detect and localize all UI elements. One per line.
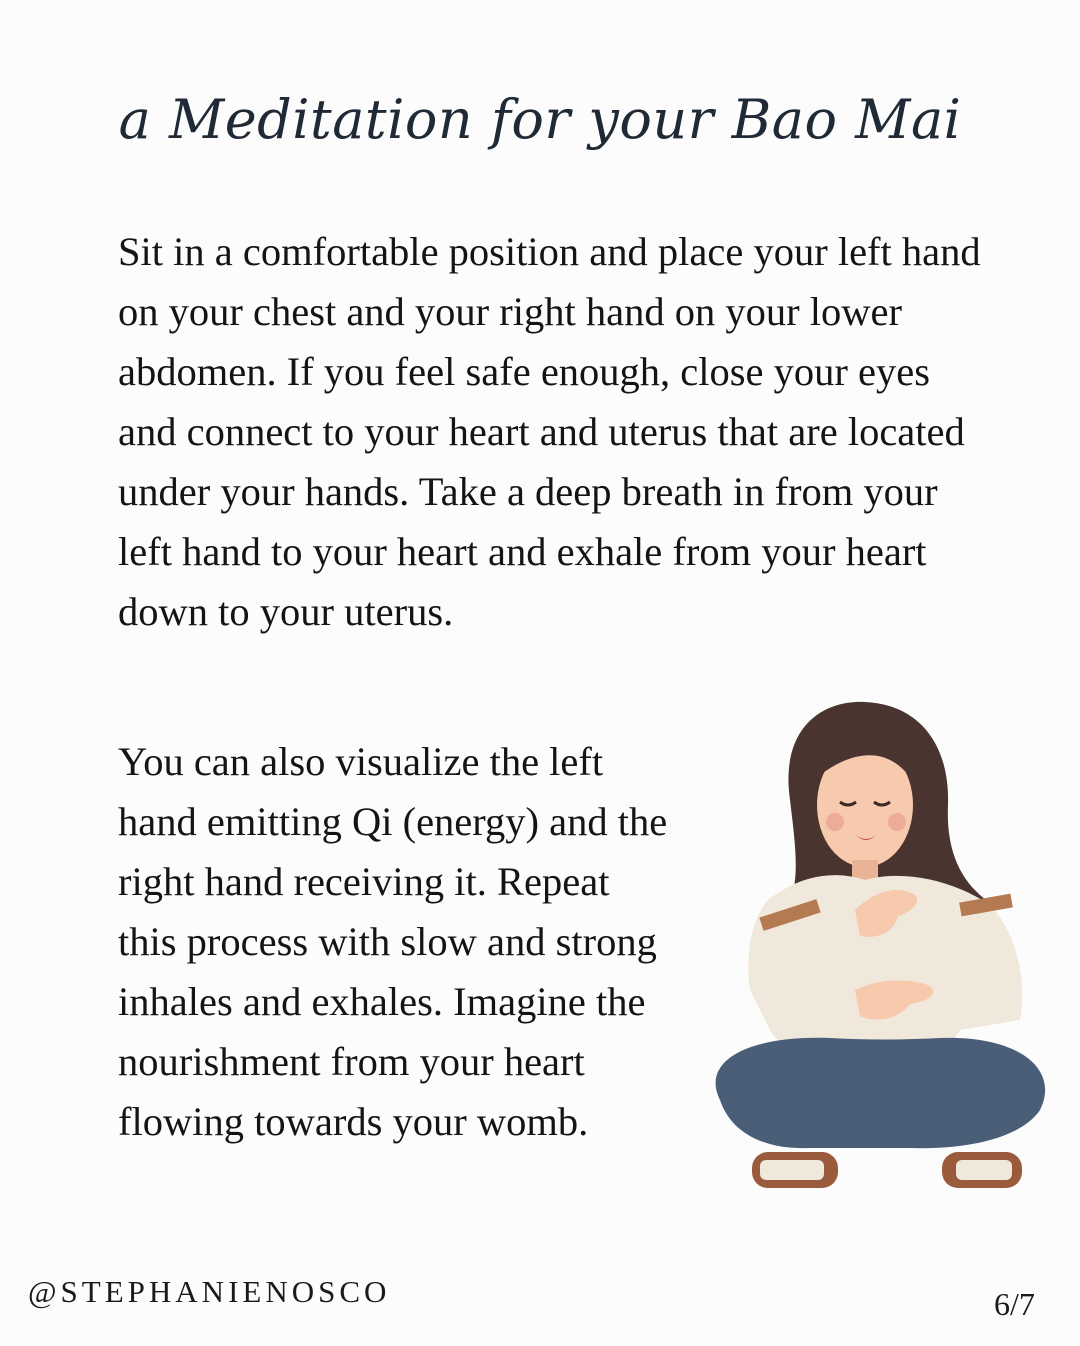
- paragraph-visualization: You can also visualize the left hand emitting Qi (energy) and the right hand receiving it. Repeat this process with slow and strong inhales and exhales. Imagine the nourishment from your heart flowing towards your womb.: [118, 739, 668, 1144]
- meditating-woman-illustration: [660, 690, 1060, 1210]
- pants: [716, 1038, 1046, 1148]
- page-title: a Meditation for your Bao Mai: [118, 88, 962, 151]
- paragraph-instructions: Sit in a comfortable position and place your left hand on your chest and your right hand on your lower abdomen. If you feel safe enough, close your eyes and connect to your heart and uterus that are located under your hands. Take a deep breath in from your left hand to your heart and exhale from your heart down to your uterus.: [118, 229, 981, 634]
- author-handle: @STEPHANIENOSCO: [28, 1274, 391, 1309]
- page-indicator: 6/7: [994, 1286, 1035, 1322]
